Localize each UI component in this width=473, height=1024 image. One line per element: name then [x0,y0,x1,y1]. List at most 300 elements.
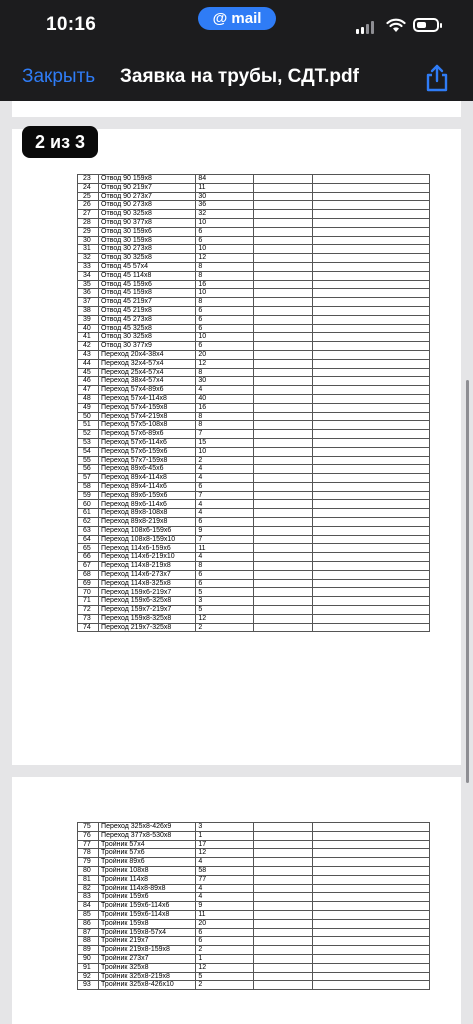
empty-cell [254,271,312,280]
row-number: 45 [78,368,99,377]
empty-cell [254,954,312,963]
empty-cell [254,430,312,439]
table-row [78,412,430,421]
empty-cell [312,368,429,377]
item-name: Переход 89х4-114х6 [99,482,196,491]
empty-cell [312,245,429,254]
empty-cell [312,333,429,342]
table-row [78,245,430,254]
empty-cell [312,875,429,884]
empty-cell [312,893,429,902]
empty-cell [254,403,312,412]
item-quantity: 6 [196,315,254,324]
table-row [78,210,430,219]
table-row [78,377,430,386]
empty-cell [312,535,429,544]
empty-cell [254,858,312,867]
item-quantity: 8 [196,271,254,280]
table-row [78,823,430,832]
item-quantity: 2 [196,456,254,465]
item-quantity: 30 [196,192,254,201]
empty-cell [312,386,429,395]
row-number: 32 [78,254,99,263]
empty-cell [254,315,312,324]
empty-cell [312,509,429,518]
empty-cell [254,526,312,535]
item-quantity: 11 [196,910,254,919]
item-name: Отвод 30 325х8 [99,254,196,263]
empty-cell [312,438,429,447]
row-number: 28 [78,218,99,227]
empty-cell [254,289,312,298]
row-number: 66 [78,553,99,562]
item-name: Отвод 45 57х4 [99,262,196,271]
item-quantity: 7 [196,535,254,544]
empty-cell [254,201,312,210]
item-name: Переход 108х6-159х6 [99,526,196,535]
row-number: 61 [78,509,99,518]
empty-cell [254,606,312,615]
table-row [78,333,430,342]
table-row [78,570,430,579]
empty-cell [312,981,429,990]
item-name: Переход 89х6-159х6 [99,491,196,500]
item-quantity: 8 [196,262,254,271]
item-quantity: 1 [196,954,254,963]
empty-cell [312,597,429,606]
row-number: 44 [78,359,99,368]
item-quantity: 4 [196,500,254,509]
empty-cell [312,972,429,981]
empty-cell [254,421,312,430]
empty-cell [312,430,429,439]
item-quantity: 2 [196,623,254,632]
empty-cell [254,324,312,333]
empty-cell [254,500,312,509]
item-name: Переход 57х6-89х6 [99,430,196,439]
item-quantity: 10 [196,289,254,298]
item-quantity: 10 [196,218,254,227]
table-row [78,831,430,840]
item-name: Переход 108х8-159х10 [99,535,196,544]
item-quantity: 7 [196,491,254,500]
item-name: Отвод 45 273х8 [99,315,196,324]
empty-cell [254,456,312,465]
row-number: 73 [78,614,99,623]
row-number: 55 [78,456,99,465]
table-row [78,482,430,491]
item-quantity: 40 [196,394,254,403]
table-row [78,289,430,298]
empty-cell [312,271,429,280]
row-number: 35 [78,280,99,289]
empty-cell [254,981,312,990]
empty-cell [312,840,429,849]
table-row [78,946,430,955]
item-name: Переход 89х4-114х8 [99,474,196,483]
empty-cell [312,544,429,553]
table-row [78,262,430,271]
row-number: 59 [78,491,99,500]
item-name: Отвод 45 325х8 [99,324,196,333]
item-name: Переход 89х8-108х8 [99,509,196,518]
empty-cell [254,236,312,245]
item-name: Переход 57х6-114х6 [99,438,196,447]
empty-cell [254,893,312,902]
table-row [78,350,430,359]
empty-cell [254,210,312,219]
item-name: Переход 57х4-219х8 [99,412,196,421]
empty-cell [312,579,429,588]
item-name: Тройник 325х8 [99,963,196,972]
item-quantity: 6 [196,928,254,937]
pdf-page-1 [12,101,461,117]
row-number: 29 [78,227,99,236]
empty-cell [312,553,429,562]
item-name: Переход 114х6-219х10 [99,553,196,562]
table-row [78,544,430,553]
empty-cell [312,928,429,937]
empty-cell [254,588,312,597]
item-name: Переход 114х8-325х8 [99,579,196,588]
empty-cell [312,447,429,456]
empty-cell [312,884,429,893]
row-number: 90 [78,954,99,963]
row-number: 39 [78,315,99,324]
table-row [78,981,430,990]
empty-cell [254,377,312,386]
table-row [78,553,430,562]
item-name: Переход 159х6-219х7 [99,588,196,597]
item-quantity: 6 [196,518,254,527]
row-number: 91 [78,963,99,972]
row-number: 64 [78,535,99,544]
table-row [78,271,430,280]
table-row [78,500,430,509]
empty-cell [312,500,429,509]
empty-cell [312,902,429,911]
row-number: 48 [78,394,99,403]
table-row [78,306,430,315]
item-name: Переход 325х8-426х9 [99,823,196,832]
item-quantity: 4 [196,858,254,867]
row-number: 41 [78,333,99,342]
empty-cell [312,192,429,201]
status-time: 10:16 [46,14,97,35]
empty-cell [254,447,312,456]
empty-cell [254,342,312,351]
row-number: 92 [78,972,99,981]
item-name: Тройник 325х8-219х8 [99,972,196,981]
item-name: Тройник 159х6 [99,893,196,902]
empty-cell [254,491,312,500]
item-quantity: 5 [196,588,254,597]
page-indicator: 2 из 3 [22,126,98,158]
item-name: Отвод 45 159х8 [99,289,196,298]
item-name: Переход 159х8-325х8 [99,614,196,623]
item-quantity: 4 [196,386,254,395]
empty-cell [312,210,429,219]
item-quantity: 15 [196,438,254,447]
item-quantity: 16 [196,280,254,289]
empty-cell [312,606,429,615]
empty-cell [312,623,429,632]
table-row [78,474,430,483]
empty-cell [312,937,429,946]
item-name: Тройник 114х8-89х8 [99,884,196,893]
item-quantity: 30 [196,377,254,386]
empty-cell [312,342,429,351]
empty-cell [312,289,429,298]
item-quantity: 9 [196,526,254,535]
table-row [78,919,430,928]
table-row [78,447,430,456]
share-icon[interactable] [424,63,450,93]
item-name: Переход 32х4-57х4 [99,359,196,368]
empty-cell [254,946,312,955]
item-quantity: 10 [196,447,254,456]
empty-cell [254,245,312,254]
item-quantity: 8 [196,368,254,377]
item-name: Переход 20х4-38х4 [99,350,196,359]
item-quantity: 10 [196,333,254,342]
empty-cell [254,359,312,368]
item-quantity: 16 [196,403,254,412]
row-number: 74 [78,623,99,632]
item-name: Отвод 45 219х8 [99,306,196,315]
empty-cell [312,236,429,245]
table-row [78,884,430,893]
item-quantity: 7 [196,430,254,439]
item-quantity: 9 [196,902,254,911]
item-quantity: 17 [196,840,254,849]
empty-cell [254,937,312,946]
table-row [78,430,430,439]
status-bar [0,0,473,55]
empty-cell [254,553,312,562]
row-number: 50 [78,412,99,421]
row-number: 65 [78,544,99,553]
item-name: Отвод 90 273х7 [99,192,196,201]
item-quantity: 8 [196,562,254,571]
item-name: Тройник 219х7 [99,937,196,946]
item-name: Переход 159х6-325х8 [99,597,196,606]
row-number: 43 [78,350,99,359]
empty-cell [312,262,429,271]
table-row [78,183,430,192]
item-name: Отвод 30 377х9 [99,342,196,351]
item-name: Отвод 90 377х8 [99,218,196,227]
empty-cell [254,175,312,184]
empty-cell [312,350,429,359]
item-name: Переход 114х8-219х8 [99,562,196,571]
row-number: 40 [78,324,99,333]
signal-icon [356,20,378,34]
row-number: 24 [78,183,99,192]
item-name: Тройник 219х8-159х8 [99,946,196,955]
item-quantity: 3 [196,597,254,606]
table-row [78,928,430,937]
item-name: Переход 219х7-325х8 [99,623,196,632]
item-quantity: 32 [196,210,254,219]
row-number: 80 [78,866,99,875]
item-quantity: 6 [196,324,254,333]
empty-cell [254,438,312,447]
empty-cell [312,491,429,500]
row-number: 60 [78,500,99,509]
empty-cell [254,840,312,849]
empty-cell [254,262,312,271]
empty-cell [254,350,312,359]
item-name: Тройник 325х8-426х10 [99,981,196,990]
empty-cell [312,474,429,483]
empty-cell [312,227,429,236]
table-row [78,606,430,615]
row-number: 47 [78,386,99,395]
row-number: 27 [78,210,99,219]
empty-cell [312,201,429,210]
empty-cell [254,394,312,403]
empty-cell [254,866,312,875]
item-name: Тройник 159х6-114х6 [99,902,196,911]
empty-cell [312,254,429,263]
item-name: Переход 57х4-89х6 [99,386,196,395]
table-row [78,421,430,430]
close-button[interactable]: Закрыть [22,66,96,87]
empty-cell [254,482,312,491]
empty-cell [254,280,312,289]
row-number: 87 [78,928,99,937]
item-name: Тройник 159х8 [99,919,196,928]
item-quantity: 5 [196,606,254,615]
row-number: 58 [78,482,99,491]
table-row [78,893,430,902]
item-name: Переход 57х4-114х8 [99,394,196,403]
item-quantity: 12 [196,849,254,858]
row-number: 86 [78,919,99,928]
nav-bar [0,55,473,101]
empty-cell [254,518,312,527]
item-name: Тройник 159х6-114х8 [99,910,196,919]
table-row [78,465,430,474]
empty-cell [254,884,312,893]
item-quantity: 10 [196,245,254,254]
item-name: Отвод 90 325х8 [99,210,196,219]
item-quantity: 36 [196,201,254,210]
empty-cell [312,526,429,535]
pdf-page-2 [12,129,461,765]
row-number: 93 [78,981,99,990]
empty-cell [312,562,429,571]
table-row [78,359,430,368]
table-row [78,849,430,858]
item-quantity: 58 [196,866,254,875]
row-number: 77 [78,840,99,849]
empty-cell [254,368,312,377]
table-row [78,562,430,571]
empty-cell [254,570,312,579]
table-row [78,218,430,227]
empty-cell [254,183,312,192]
table-row [78,201,430,210]
row-number: 69 [78,579,99,588]
table-row [78,280,430,289]
table-row [78,910,430,919]
row-number: 67 [78,562,99,571]
item-quantity: 4 [196,893,254,902]
table-row [78,866,430,875]
item-quantity: 6 [196,579,254,588]
item-quantity: 77 [196,875,254,884]
item-name: Отвод 45 219х7 [99,298,196,307]
item-name: Отвод 30 325х8 [99,333,196,342]
row-number: 89 [78,946,99,955]
empty-cell [312,858,429,867]
item-name: Переход 89х6-45х6 [99,465,196,474]
empty-cell [312,403,429,412]
mail-app-pill[interactable]: @ mail [198,7,276,30]
empty-cell [312,849,429,858]
item-quantity: 12 [196,254,254,263]
empty-cell [312,218,429,227]
empty-cell [254,192,312,201]
item-quantity: 2 [196,946,254,955]
table-row [78,491,430,500]
item-name: Отвод 90 219х7 [99,183,196,192]
empty-cell [254,919,312,928]
row-number: 63 [78,526,99,535]
item-quantity: 3 [196,823,254,832]
item-name: Отвод 45 114х8 [99,271,196,280]
empty-cell [312,831,429,840]
empty-cell [312,570,429,579]
table-row [78,438,430,447]
table-row [78,614,430,623]
item-name: Переход 377х8-530х8 [99,831,196,840]
row-number: 84 [78,902,99,911]
item-quantity: 84 [196,175,254,184]
battery-icon [413,18,439,32]
empty-cell [254,928,312,937]
empty-cell [254,306,312,315]
item-name: Переход 25х4-57х4 [99,368,196,377]
scroll-indicator[interactable] [466,380,469,783]
empty-cell [312,614,429,623]
table-row [78,342,430,351]
item-quantity: 4 [196,884,254,893]
row-number: 54 [78,447,99,456]
item-name: Тройник 114х8 [99,875,196,884]
item-name: Отвод 30 159х8 [99,236,196,245]
empty-cell [312,394,429,403]
row-number: 78 [78,849,99,858]
pdf-viewer[interactable] [0,101,473,1024]
empty-cell [312,280,429,289]
empty-cell [312,482,429,491]
item-name: Переход 57х6-159х6 [99,447,196,456]
row-number: 33 [78,262,99,271]
row-number: 49 [78,403,99,412]
empty-cell [254,465,312,474]
table-row [78,394,430,403]
row-number: 70 [78,588,99,597]
row-number: 42 [78,342,99,351]
empty-cell [312,588,429,597]
table-row [78,623,430,632]
wifi-icon [386,18,406,33]
empty-cell [312,910,429,919]
empty-cell [254,333,312,342]
